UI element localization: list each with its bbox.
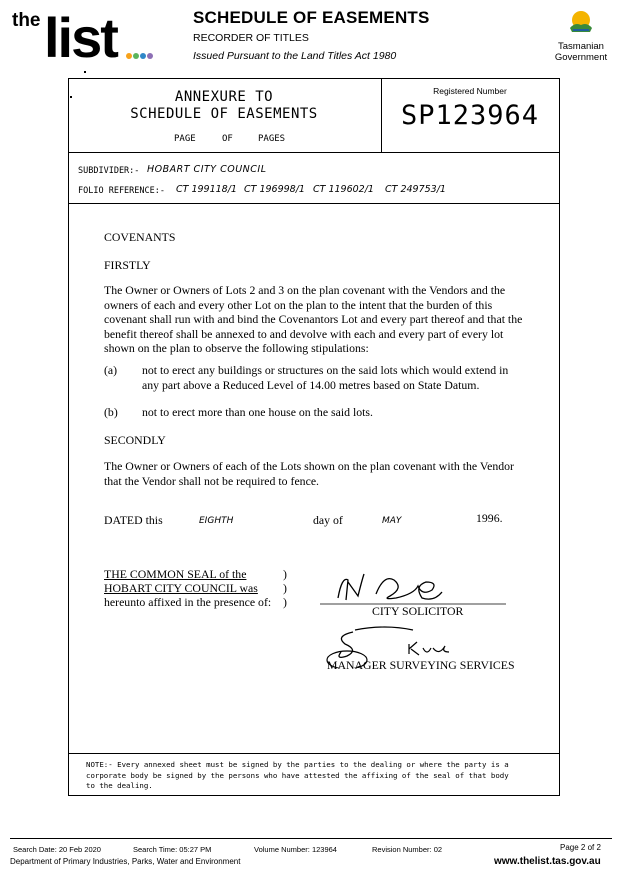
text-line: that the Vendor shall not be required to fence. [104, 473, 320, 488]
dated-month: MAY [382, 516, 402, 526]
text-line: any part above a Reduced Level of 14.00 metres based on State Datum. [142, 377, 480, 392]
department: Department of Primary Industries, Parks, Water and Environment [10, 857, 241, 866]
page-count: Page 2 of 2 [560, 843, 601, 852]
of-label: OF [222, 134, 233, 144]
folio-ref: CT 196998/1 [244, 184, 305, 195]
revision-number: Revision Number: 02 [372, 845, 443, 854]
firstly-heading: FIRSTLY [104, 258, 151, 272]
website-link[interactable]: www.thelist.tas.gov.au [494, 856, 601, 867]
covenants-heading: COVENANTS [104, 230, 176, 244]
city-solicitor-title: CITY SOLICITOR [372, 604, 464, 618]
text-line: covenant shall run with and bind the Covenantors Lot and every part thereof and that the [104, 312, 523, 326]
folio-ref: CT 199118/1 [176, 184, 237, 195]
tasmanian-government-logo [548, 8, 614, 64]
svg-text:the: the [12, 10, 41, 31]
seal-bracket: ) [283, 581, 287, 595]
annex-note [86, 760, 556, 792]
gov-line-1: Tasmanian [558, 41, 604, 52]
item-b-text: not to erect more than one house on the said lots. [142, 405, 373, 419]
folio-label: FOLIO REFERENCE:- [78, 186, 165, 196]
dated-day: EIGHTH [199, 516, 234, 526]
item-a-text [142, 363, 542, 392]
note-line: NOTE:- Every annexed sheet must be signed by the parties to the dealing or where the party is a [86, 760, 509, 769]
folio-ref: CT 119602/1 [313, 184, 374, 195]
annexure-title-2: SCHEDULE OF EASEMENTS [130, 106, 318, 122]
note-line: to the dealing. [86, 781, 153, 790]
registered-number: SP123964 [400, 100, 540, 131]
frame-divider [69, 203, 559, 204]
paragraph-secondly [104, 459, 554, 488]
recorder-of-titles: RECORDER OF TITLES [193, 32, 309, 44]
manager-title: MANAGER SURVEYING SERVICES [327, 658, 515, 672]
folio-ref: CT 249753/1 [385, 184, 446, 195]
scan-speck [84, 71, 86, 73]
subdivider-value: HOBART CITY COUNCIL [147, 164, 267, 175]
volume-number: Volume Number: 123964 [254, 845, 337, 854]
page-label: PAGE [174, 134, 196, 144]
frame-divider [69, 753, 559, 754]
seal-line-3: hereunto affixed in the presence of: [104, 595, 272, 609]
text-line: benefit thereof shall be annexed to and devolve with each and every part of every lot [104, 326, 504, 341]
day-of-label: day of [313, 513, 343, 527]
dated-year: 1996. [476, 511, 503, 525]
seal-line-2: HOBART CITY COUNCIL was [104, 581, 258, 595]
thelist-logo [8, 4, 158, 62]
document-title: SCHEDULE OF EASEMENTS [193, 8, 430, 27]
frame-divider [69, 152, 559, 153]
paragraph-firstly [104, 283, 554, 356]
seal-bracket: ) [283, 567, 287, 581]
footer-rule [10, 838, 612, 839]
annexure-title-1: ANNEXURE TO [174, 89, 274, 105]
text-line: The Owner or Owners of Lots 2 and 3 on the plan covenant with the Vendors and the [104, 283, 506, 297]
pages-label: PAGES [258, 134, 286, 144]
search-date: Search Date: 20 Feb 2020 [13, 845, 101, 854]
subdivider-label: SUBDIVIDER:- [78, 166, 140, 176]
item-a-label: (a) [104, 363, 118, 377]
seal-line-1: THE COMMON SEAL of the [104, 567, 247, 581]
city-solicitor-signature [318, 568, 508, 608]
item-b-label: (b) [104, 405, 118, 419]
issued-pursuant: Issued Pursuant to the Land Titles Act 1980 [193, 50, 397, 62]
gov-line-2: Government [554, 52, 608, 63]
text-line: The Owner or Owners of each of the Lots shown on the plan covenant with the Vendor [104, 459, 514, 473]
thylacine-emblem-icon [561, 8, 601, 36]
secondly-heading: SECONDLY [104, 433, 166, 447]
search-time: Search Time: 05:27 PM [133, 845, 212, 854]
text-line: shown on the plan to observe the following stipulations: [104, 341, 369, 355]
dated-label: DATED this [104, 513, 163, 527]
svg-text:list: list [44, 6, 117, 62]
note-line: corporate body be signed by the persons who have attested the affixing of the seal of that body [86, 770, 509, 780]
seal-bracket: ) [283, 595, 287, 609]
text-line: owners of each and every other Lot on the plan to the intent that the burden of this [104, 297, 493, 312]
registered-number-label: Registered Number [433, 86, 507, 96]
text-line: not to erect any buildings or structures on the said lots which would extend in [142, 363, 509, 377]
